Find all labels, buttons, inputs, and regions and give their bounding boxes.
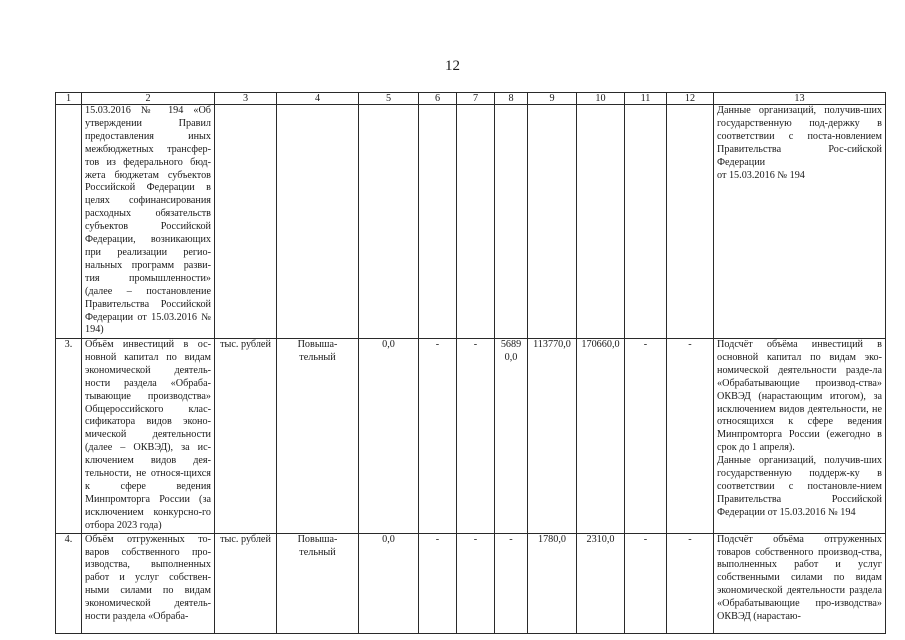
value-cell: -: [625, 533, 667, 633]
column-number-row: [56, 93, 886, 105]
column-header: 1: [56, 93, 82, 105]
row-number: [56, 105, 82, 339]
column-header: 11: [625, 93, 667, 105]
value-cell: 113770,0: [528, 339, 577, 534]
value-cell: -: [419, 533, 457, 633]
column-header: 8: [495, 93, 528, 105]
column-header: 12: [667, 93, 714, 105]
value-cell: [667, 105, 714, 339]
column-header: 9: [528, 93, 577, 105]
column-header: 6: [419, 93, 457, 105]
value-cell: 2310,0: [577, 533, 625, 633]
indicator-type: [277, 105, 359, 339]
method-note: Данные организаций, получив-ших государственную под-держку в соответствии с поста-новлением Правительства Рос-сийской Федерации от 15.03.2016 № 194: [714, 105, 886, 339]
value-cell: 170660,0: [577, 339, 625, 534]
value-cell: [359, 105, 419, 339]
value-cell: -: [625, 339, 667, 534]
value-cell: -: [457, 533, 495, 633]
value-cell: -: [667, 533, 714, 633]
column-header: 5: [359, 93, 419, 105]
value-cell: [528, 105, 577, 339]
unit-cell: тыс. рублей: [215, 533, 277, 633]
value-cell: -: [495, 533, 528, 633]
indicator-type: Повыша-тельный: [277, 339, 359, 534]
value-cell: [457, 105, 495, 339]
table-row: [56, 339, 886, 534]
value-cell: -: [667, 339, 714, 534]
value-cell: 0,0: [359, 533, 419, 633]
value-cell: [419, 105, 457, 339]
table-row: [56, 533, 886, 633]
indicator-name: 15.03.2016 № 194 «Об утверждении Правил предоставления иных межбюджетных трансфер-тов из федерального бюд-жета бюджетам субъектов Российской Федерации в целях софинансирования расходных обязательств субъектов Российской Федерации, возникающих при реализации регио-нальных программ разви-тия промышленности» (далее – постановление Правительства Российской Федерации от 15.03.2016 № 194): [82, 105, 215, 339]
value-cell: [495, 105, 528, 339]
indicators-table: [55, 92, 886, 634]
value-cell: 56890,0: [495, 339, 528, 534]
value-cell: [625, 105, 667, 339]
column-header: 10: [577, 93, 625, 105]
value-cell: 0,0: [359, 339, 419, 534]
indicator-type: Повыша-тельный: [277, 533, 359, 633]
unit-cell: тыс. рублей: [215, 339, 277, 534]
unit-cell: [215, 105, 277, 339]
column-header: 7: [457, 93, 495, 105]
value-cell: -: [457, 339, 495, 534]
table-row: [56, 105, 886, 339]
column-header: 2: [82, 93, 215, 105]
value-cell: 1780,0: [528, 533, 577, 633]
row-number: 3.: [56, 339, 82, 534]
column-header: 3: [215, 93, 277, 105]
column-header: 4: [277, 93, 359, 105]
value-cell: [577, 105, 625, 339]
method-note: Подсчёт объёма отгруженных товаров собственного производ-ства, выполненных работ и услуг собственными силами по видам экономической деятельности раздела «Обрабатывающие про-изводства» ОКВЭД (нарастаю-: [714, 533, 886, 633]
indicator-name: Объём инвестиций в ос-новной капитал по видам экономической деятель-ности раздела «Обраба-тывающие производства» Общероссийского клас-сификатора видов эконо-мической деятельности (далее – ОКВЭД), за ис-ключением видов дея-тельности, не относя-щихся к сфере ведения Минпромторга России (за исключением конкурсно-го отбора 2023 года): [82, 339, 215, 534]
row-number: 4.: [56, 533, 82, 633]
indicator-name: Объём отгруженных то-варов собственного про-изводства, выполненных работ и услуг собствен-ными силами по видам экономической деятель-ности раздела «Обраба-: [82, 533, 215, 633]
value-cell: -: [419, 339, 457, 534]
method-note: Подсчёт объёма инвестиций в основной капитал по видам эко-номической деятельности разде-ла «Обрабатывающие производ-ства» ОКВЭД (нарастающим итогом), за исключением видов деятельности, не относящихся к сфере ведения Минпромторга России (ежегодно в срок до 1 апреля). Данные организаций, получив-ших государственную поддерж-ку в соответствии с постановле-нием Правительства Российской Федерации от 15.03.2016 № 194: [714, 339, 886, 534]
page-number: 12: [445, 58, 460, 74]
column-header: 13: [714, 93, 886, 105]
